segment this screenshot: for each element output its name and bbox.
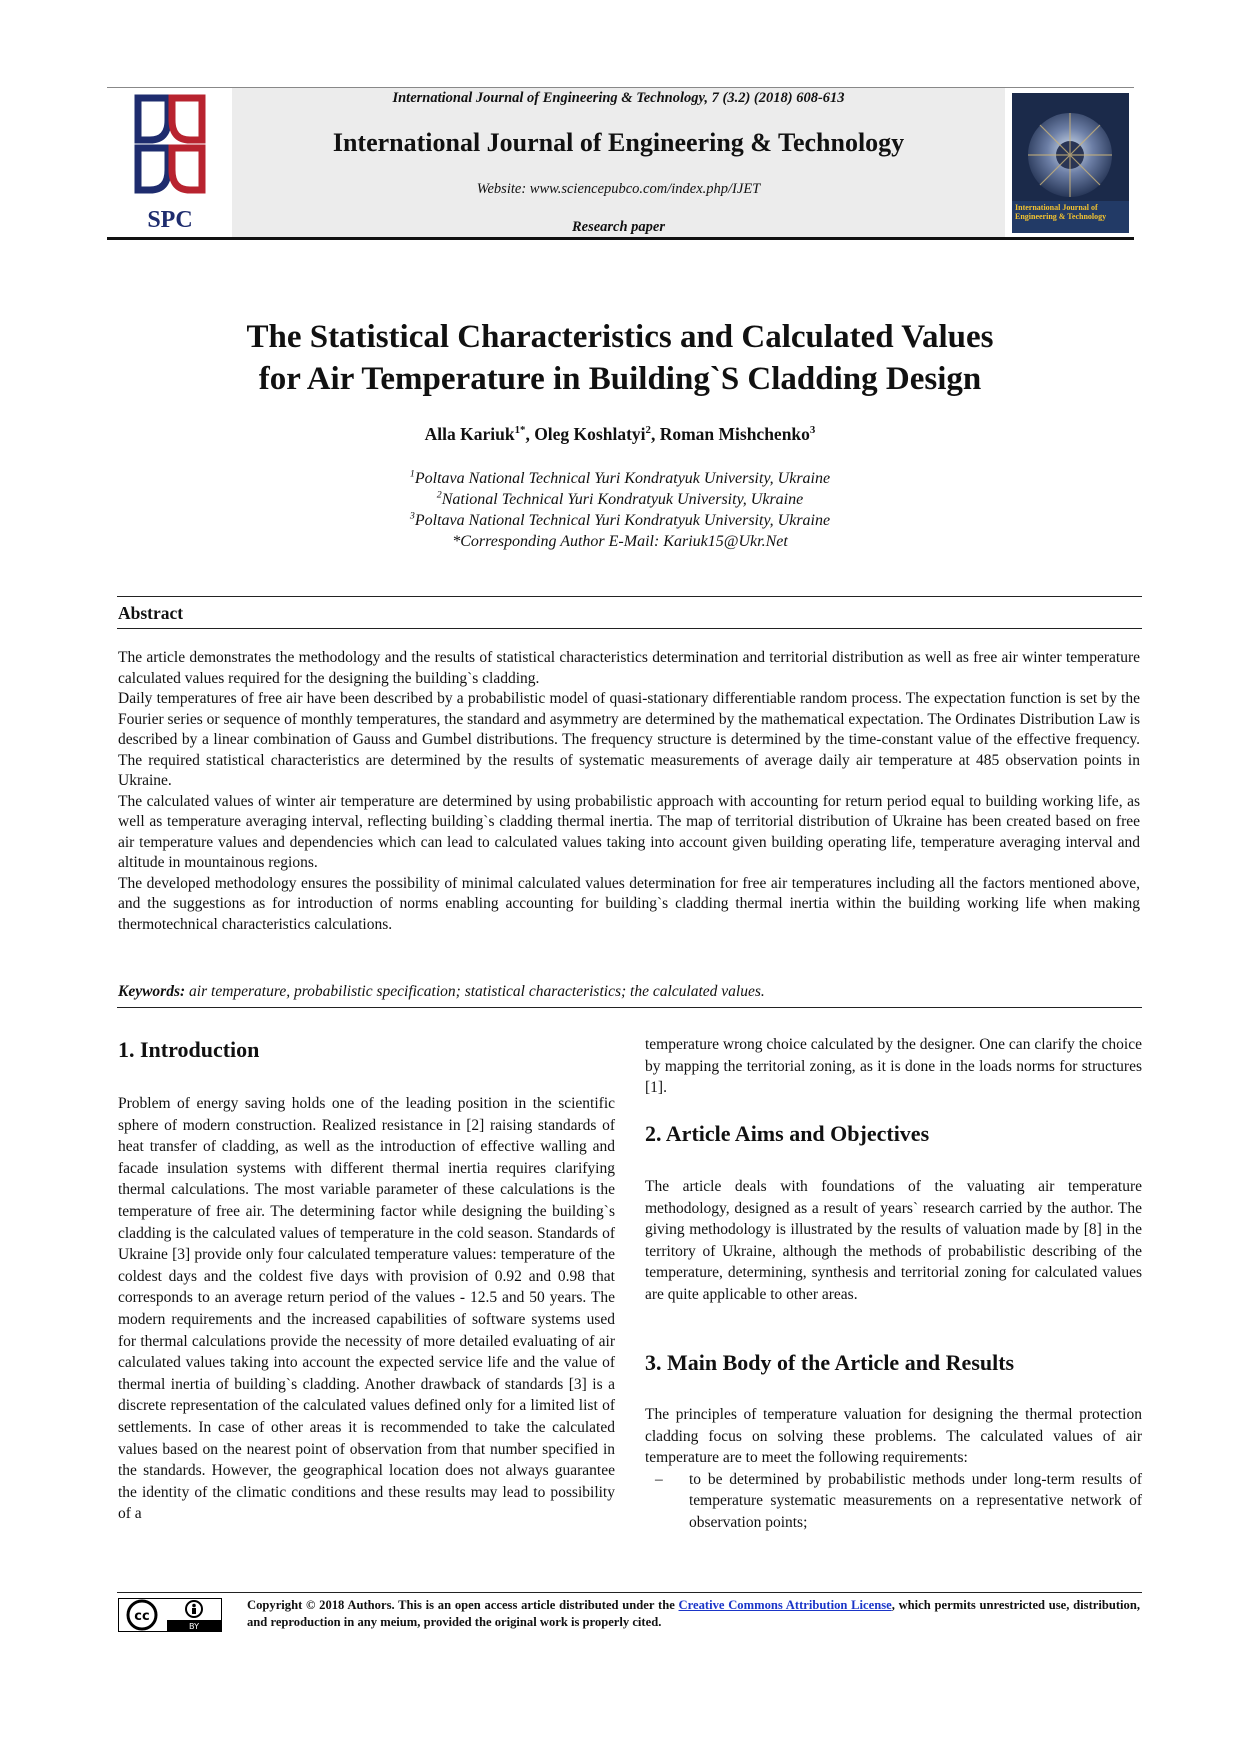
journal-website: Website: www.sciencepubco.com/index.php/IJET <box>476 181 761 197</box>
abstract-body <box>118 648 1140 935</box>
keywords-rule <box>117 1007 1142 1008</box>
creative-commons-badge <box>118 1598 222 1632</box>
abstract-paragraph: Daily temperatures of free air have been described by a probabilistic model of quasi-stationary differentiable random process. The expectation function is set by the Fourier series or sequence of monthly temperatures, the standard and asymmetry are determined by the mathematical expectation. The Ordinates Distribution Law is described by a linear combination of Gauss and Gumbel distributions. The frequency structure is determined by the time-constant value of the effective frequency. The required statistical characteristics are determined by the results of systematic measurements of average daily air temperature at 485 observation points in Ukraine. <box>118 690 1140 789</box>
spc-logo-text: SPC <box>147 207 193 233</box>
author-mark: 1* <box>514 424 526 437</box>
abstract-heading: Abstract <box>118 603 184 623</box>
introduction-continued <box>645 1034 1142 1099</box>
keywords-text: air temperature, probabilistic specification; statistical characteristics; the calculated values. <box>189 983 765 1000</box>
affiliation-mark: 1 <box>409 468 415 480</box>
section-heading-main-body: 3. Main Body of the Article and Results <box>645 1350 1015 1375</box>
author-mark: 2 <box>645 424 651 437</box>
aims-body <box>645 1176 1142 1306</box>
abstract-paragraph: The developed methodology ensures the possibility of minimal calculated values determination for free air temperatures including all the factors mentioned above, and the suggestions as for introduction of norms enabling accounting for building`s cladding thermal inertia within the building working life when making thermotechnical characteristics calculations. <box>118 874 1140 933</box>
list-item-text: to be determined by probabilistic methods under long-term results of temperature systematic measurements on a representative network of observation points; <box>689 1470 1142 1531</box>
main-paragraph: The principles of temperature valuation for designing the thermal protection cladding focus on solving these problems. The calculated values of air temperature are to meet the following requirements: <box>645 1406 1142 1467</box>
author-separator: , <box>525 424 535 444</box>
author-name: Oleg Koshlatyi <box>534 424 646 444</box>
author-separator: , <box>650 424 660 444</box>
affiliation-text: Poltava National Technical Yuri Kondratyuk University, Ukraine <box>414 470 831 487</box>
affiliation-text: Poltava National Technical Yuri Kondratyuk University, Ukraine <box>414 512 831 529</box>
title-line-1: The Statistical Characteristics and Calculated Values <box>246 319 994 355</box>
corresponding-author: *Corresponding Author E-Mail: Kariuk15@Ukr.Net <box>452 533 788 550</box>
journal-title: International Journal of Engineering & Technology <box>332 128 905 157</box>
affiliation-mark: 2 <box>436 489 442 501</box>
copyright-notice <box>247 1597 1140 1631</box>
section-heading-aims: 2. Article Aims and Objectives <box>645 1121 930 1146</box>
main-body <box>645 1404 1142 1534</box>
author-name: Alla Kariuk <box>424 424 515 444</box>
list-dash: – <box>655 1470 663 1488</box>
header-banner <box>232 88 1005 238</box>
footer-rule <box>117 1592 1142 1593</box>
paper-type: Research paper <box>571 219 666 235</box>
introduction-paragraph-cont: temperature wrong choice calculated by the designer. One can clarify the choice by mapping the territorial zoning, as it is done in the loads norms for structures [1]. <box>645 1036 1142 1097</box>
requirement-list-item <box>645 1469 1142 1534</box>
copyright-text: Copyright © 2018 Authors. This is an open access article distributed under the <box>247 1598 679 1612</box>
affiliation <box>120 512 1120 530</box>
aims-paragraph: The article deals with foundations of the valuating air temperature methodology, designed as a result of years` research carried by the author. The giving methodology is illustrated by the results of valuation made by [8] in the territory of Ukraine, although the methods of probabilistic describing of the temperature, determining, synthesis and territorial zoning for calculated values are quite applicable to other areas. <box>645 1178 1142 1303</box>
abstract-heading-rule <box>117 628 1142 629</box>
abstract-paragraph: The calculated values of winter air temperature are determined by using probabilistic approach with accounting for return period equal to building working life, as well as temperature averaging interval, reflecting building`s cladding thermal inertia. The map of territorial distribution of Ukraine has been created based on free air temperature values and dependencies which can lead to calculated values taking into account given building operating life, temperature averaging interval and altitude in mountainous regions. <box>118 792 1140 871</box>
affiliation-mark: 3 <box>409 510 415 522</box>
abstract-paragraph: The article demonstrates the methodology and the results of statistical characteristics determination and territorial distribution as well as free air winter temperature calculated values required for the designing the building`s cladding. <box>118 649 1140 687</box>
title-line-2: for Air Temperature in Building`S Cladding Design <box>258 361 982 397</box>
author-list <box>120 424 1120 445</box>
journal-cover-image <box>1012 93 1129 233</box>
spc-logo <box>110 90 230 235</box>
journal-citation: International Journal of Engineering & Technology, 7 (3.2) (2018) 608-613 <box>392 90 845 106</box>
author-mark: 3 <box>809 424 816 437</box>
introduction-paragraph: Problem of energy saving holds one of the leading position in the scientific sphere of modern construction. Realized resistance in [2] raising standards of heat transfer of cladding, as well as the introduction of effective walling and facade insulation systems with different thermal inertia requires clarifying thermal calculations. The most variable parameter of these calculations is the temperature of free air. The determining factor while designing the building`s cladding is the calculated values of temperature in the cold season. Standards of Ukraine [3] provide only four calculated temperature values: temperature of the coldest days and the coldest five days with provision of 0.92 and 0.98 that corresponds to an average return period of the values - 12.5 and 50 years. The modern requirements and the increased capabilities of software systems used for thermal calculations provide the necessity of more detailed evaluating of air calculated values taking into account the expected service life and the value of thermal inertia of building`s cladding. Another drawback of standards [3] is a discrete representation of the calculated values defined only for a limited list of settlements. In case of other areas it is recommended to take the calculated values based on the nearest point of observation from that number specified in the standards. However, the geographical location does not always guarantee the identity of the climatic conditions and these results may lead to possibility of a <box>118 1095 615 1523</box>
introduction-body <box>118 1093 615 1525</box>
keywords <box>118 983 1140 1001</box>
section-heading-introduction: 1. Introduction <box>118 1037 260 1062</box>
header-bottom-rule <box>107 237 1134 240</box>
license-link[interactable]: Creative Commons Attribution License <box>678 1598 892 1612</box>
cover-title: International Journal of Engineering & Technology <box>1015 203 1107 221</box>
author-name: Roman Mishchenko <box>659 424 810 444</box>
keywords-label: Keywords: <box>118 983 186 1000</box>
affiliation <box>120 470 1120 488</box>
affiliation <box>120 491 1120 509</box>
copyright-text-end: , which permits unrestricted use, distribution, and reproduction in any meium, provided the original work is properly cited. <box>247 1598 1140 1629</box>
cc-icon-label: cc <box>134 1609 150 1624</box>
affiliation-text: National Technical Yuri Kondratyuk University, Ukraine <box>441 491 804 508</box>
abstract-top-rule <box>117 596 1142 597</box>
paper-title <box>120 316 1120 400</box>
by-label: BY <box>189 1622 199 1631</box>
